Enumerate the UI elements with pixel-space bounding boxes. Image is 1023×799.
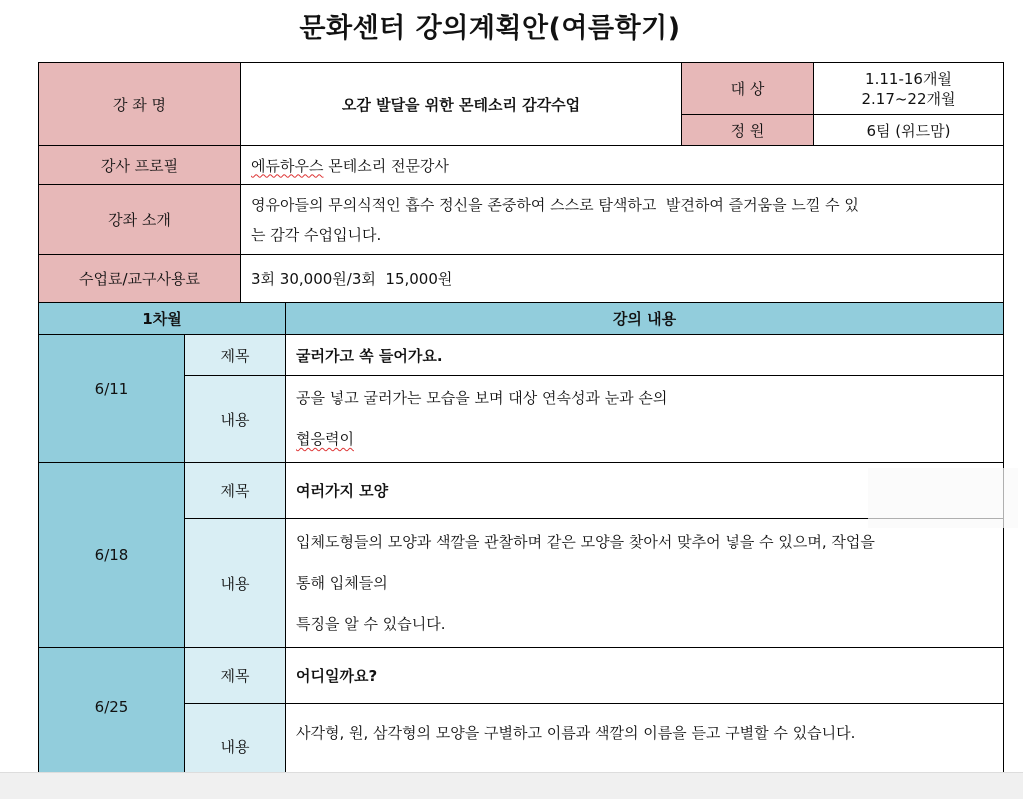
intro-line-1: 영유아들의 무의식적인 흡수 정신을 존중하여 스스로 탐색하고 발견하여 즐거움을 느낄 수 있 <box>251 195 859 214</box>
course-name-value: 오감 발달을 위한 몬테소리 감각수업 <box>240 62 682 146</box>
session-2-title-label: 제목 <box>184 462 286 519</box>
session-3-title: 어디일까요? <box>285 647 1004 704</box>
period-header: 1차월 <box>38 302 286 335</box>
instructor-rest: 몬테소리 전문강사 <box>323 156 449 175</box>
session-2-date: 6/18 <box>38 462 185 648</box>
fee-value: 3회 30,000원/3회 15,000원 <box>240 254 1004 303</box>
session-1-date: 6/11 <box>38 334 185 463</box>
course-name-label: 강 좌 명 <box>38 62 241 146</box>
session-1-title: 굴러가고 쏙 들어가요. <box>285 334 1004 376</box>
session-3-title-label: 제목 <box>184 647 286 704</box>
window-bottom-bar <box>0 772 1023 799</box>
session-1-content-line-2 <box>296 378 672 463</box>
target-label: 대 상 <box>681 62 814 115</box>
intro-value <box>240 184 1004 255</box>
session-1-content-line-2b: 협응력이 <box>296 430 354 448</box>
session-2-content-label: 내용 <box>184 518 286 648</box>
intro-label: 강좌 소개 <box>38 184 241 255</box>
session-3-date: 6/25 <box>38 647 185 790</box>
faded-overlay <box>868 468 1018 528</box>
session-1-content-label: 내용 <box>184 375 286 463</box>
intro-line-2: 는 감각 수업입니다. <box>251 225 382 244</box>
target-line-2: 2.17~22개월 <box>861 89 956 108</box>
session-1-title-label: 제목 <box>184 334 286 376</box>
session-1-content <box>285 375 1004 463</box>
content-header: 강의 내용 <box>285 302 1004 335</box>
session-3-content: 사각형, 원, 삼각형의 모양을 구별하고 이름과 색깔의 이름을 듣고 구별할 수 있습니다. <box>285 703 1004 790</box>
capacity-value: 6팀 (위드맘) <box>813 114 1004 146</box>
session-2-content-line-2: 통해 입체들의 <box>296 573 388 592</box>
session-2-content <box>285 518 1004 648</box>
session-2-title: 여러가지 모양 <box>285 462 1004 519</box>
target-line-1: 1.11-16개월 <box>865 69 952 88</box>
session-1-content-line-2a: 공을 넣고 굴러가는 모습을 보며 대상 연속성과 눈과 손의 <box>296 389 673 407</box>
instructor-org: 에듀하우스 <box>251 156 324 175</box>
session-2-content-line-3: 특징을 알 수 있습니다. <box>296 614 446 633</box>
instructor-value <box>240 145 1004 185</box>
page-title: 문화센터 강의계획안(여름학기) <box>299 13 681 44</box>
session-3-content-label: 내용 <box>184 703 286 790</box>
instructor-label: 강사 프로필 <box>38 145 241 185</box>
fee-label: 수업료/교구사용료 <box>38 254 241 303</box>
target-value <box>813 62 1004 115</box>
session-2-content-line-1: 입체도형들의 모양과 색깔을 관찰하며 같은 모양을 찾아서 맞추어 넣을 수 있으며, 작업을 <box>296 532 875 551</box>
capacity-label: 정 원 <box>681 114 814 146</box>
